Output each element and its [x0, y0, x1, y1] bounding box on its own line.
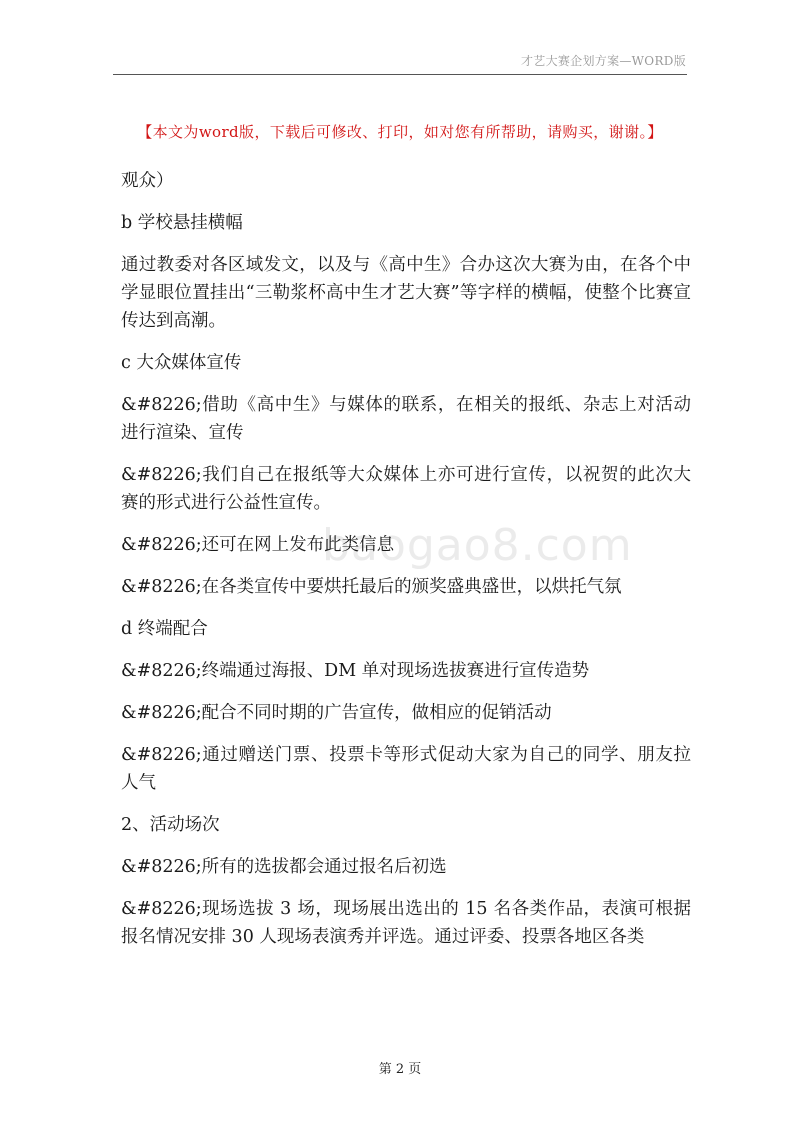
- list-item: &#8226;所有的选拔都会通过报名后初选: [121, 857, 447, 877]
- list-item: &#8226;现场选拔 3 场，现场展出选出的 15 名各类作品，表演可根据报名情况安排 30 人现场表演秀并评选。通过评委、投票各地区各类: [121, 899, 691, 947]
- list-item: &#8226;我们自己在报纸等大众媒体上亦可进行宣传，以祝贺的此次大赛的形式进行公益性宣传。: [121, 465, 691, 513]
- section-heading: 2、活动场次: [121, 815, 220, 835]
- paragraph: 观众）: [121, 171, 174, 191]
- list-item: &#8226;终端通过海报、DM 单对现场选拔赛进行宣传造势: [121, 661, 590, 681]
- list-item: &#8226;还可在网上发布此类信息: [121, 535, 395, 555]
- watermark: baogao8.com: [322, 520, 633, 571]
- subheading: c 大众媒体宣传: [121, 353, 242, 373]
- list-item: &#8226;配合不同时期的广告宣传，做相应的促销活动: [121, 703, 552, 723]
- subheading: d 终端配合: [121, 619, 208, 639]
- list-item: &#8226;通过赠送门票、投票卡等形式促动大家为自己的同学、朋友拉人气: [121, 745, 691, 793]
- list-item: &#8226;借助《高中生》与媒体的联系，在相关的报纸、杂志上对活动进行渲染、宣传: [121, 395, 691, 443]
- paragraph: 通过教委对各区域发文，以及与《高中生》合办这次大赛为由，在各个中学显眼位置挂出“三勒浆杯高中生才艺大赛”等字样的横幅，使整个比赛宣传达到高潮。: [121, 255, 691, 331]
- list-item: &#8226;在各类宣传中要烘托最后的颁奖盛典盛世，以烘托气氛: [121, 577, 622, 597]
- subheading: b 学校悬挂横幅: [121, 213, 243, 233]
- header-divider: [113, 74, 687, 75]
- document-body: [121, 167, 691, 965]
- page-number: 第 2 页: [378, 1062, 422, 1077]
- purchase-notice: 【本文为word版，下载后可修改、打印，如对您有所帮助，请购买，谢谢。】: [137, 123, 663, 141]
- running-header: 才艺大赛企划方案—WORD版: [520, 54, 686, 68]
